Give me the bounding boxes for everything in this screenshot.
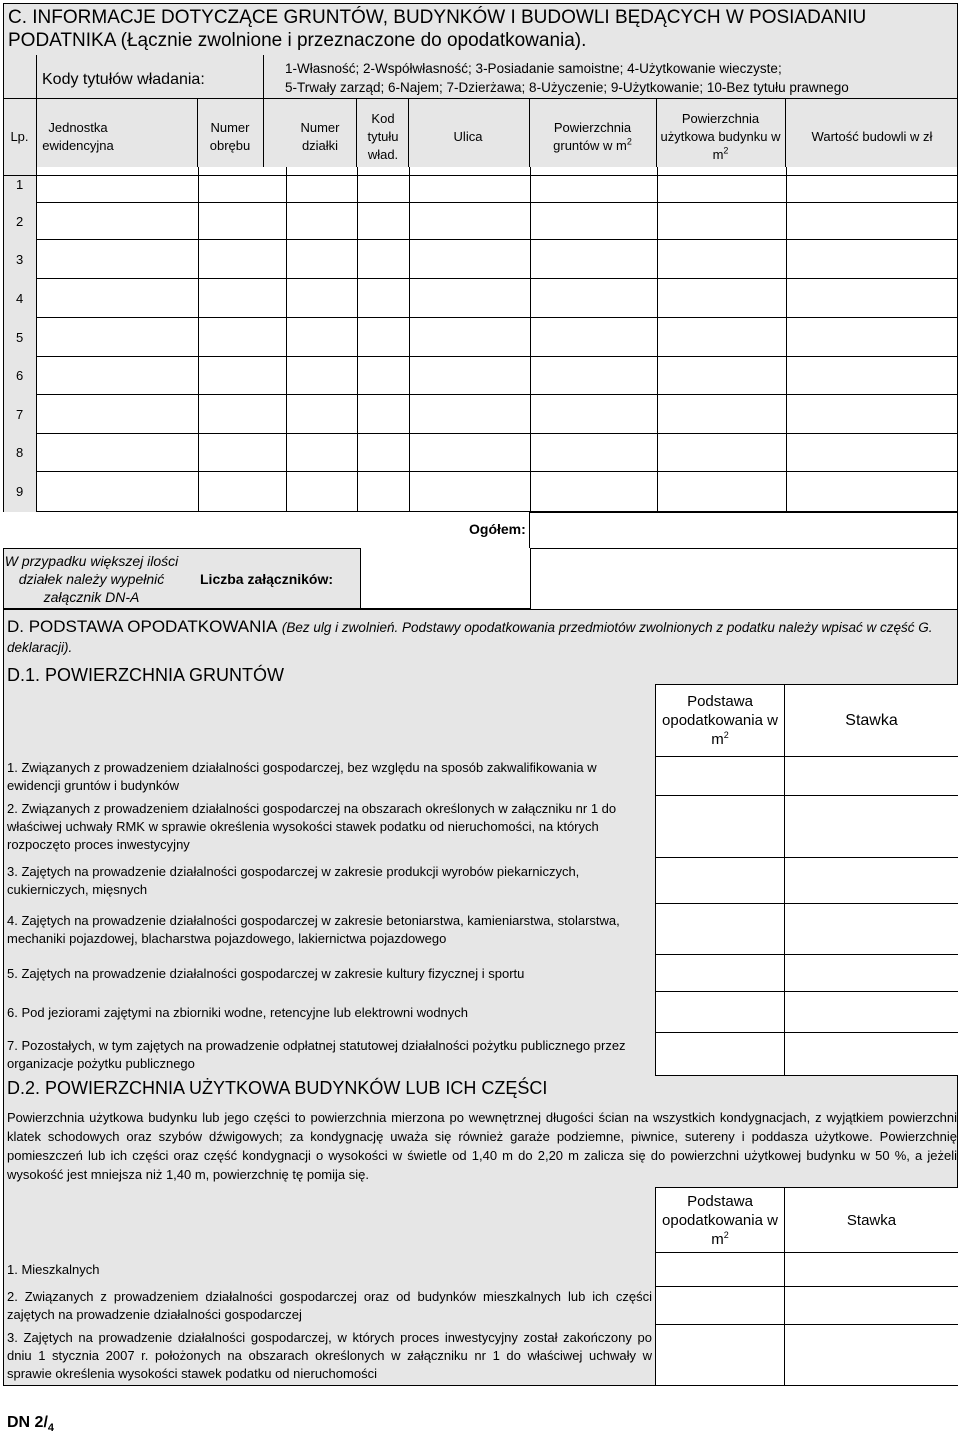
liczba-zalacznikow-label: Liczba załączników: [200, 571, 334, 587]
d2-podstawa-field[interactable] [655, 1325, 785, 1386]
cell-divider [198, 203, 199, 240]
section-d-note: (Bez ulg i zwolnień. Podstawy opodatkowania przedmiotów zwolnionych z podatku należy wpisać w część G. deklaracji). [7, 620, 933, 655]
d1-podstawa-field[interactable] [655, 904, 785, 955]
cell-divider [198, 240, 199, 279]
row-number: 1 [4, 167, 37, 203]
d2-col-podstawa-label: Podstawa opodatkowania w m [662, 1192, 778, 1248]
cell-divider [657, 395, 658, 434]
d1-stawka-field[interactable] [785, 1033, 958, 1076]
cell-divider [198, 472, 199, 512]
table-row [3, 240, 958, 279]
d1-col-stawka [785, 684, 958, 757]
cell-divider [286, 395, 287, 434]
cell-divider [409, 318, 410, 357]
cell-divider [286, 240, 287, 279]
cell-divider [530, 395, 531, 434]
cell-divider [786, 357, 787, 395]
col-pow-gruntow-label: Powierzchnia gruntów w m [553, 119, 632, 153]
d1-title: D.1. POWIERZCHNIA GRUNTÓW [7, 665, 285, 685]
unit-sup: 2 [626, 136, 632, 147]
cell-divider [409, 279, 410, 318]
cell-divider [530, 279, 531, 318]
table-row [3, 357, 958, 395]
row-number: 9 [4, 472, 37, 512]
d1-item-label: 6. Pod jeziorami zajętymi na zbiorniki wodne, retencyjne lub elektrowni wodnych [7, 1004, 469, 1020]
form-id [7, 1414, 54, 1434]
col-ulica [408, 98, 528, 175]
cell-divider [286, 203, 287, 240]
d1-stawka-field[interactable] [785, 992, 958, 1033]
cell-divider [530, 434, 531, 472]
d2-stawka-field[interactable] [785, 1287, 958, 1325]
cell-divider [657, 357, 658, 395]
row-number: 8 [4, 434, 37, 472]
table-row [3, 167, 958, 203]
col-wartosc [786, 98, 958, 175]
col-kod-label: Kod tytułu wład. [367, 110, 399, 162]
cell-divider [198, 167, 199, 203]
table-row [3, 203, 958, 240]
dn-a-note: W przypadku większej ilości działek należy wypełnić załącznik DN-A [4, 552, 179, 605]
d1-podstawa-field[interactable] [655, 858, 785, 904]
ogolem-label: Ogółem: [469, 521, 526, 537]
col-obreb [197, 98, 263, 175]
divider [356, 98, 357, 175]
section-c-title-main: C. INFORMACJE DOTYCZĄCE GRUNTÓW, BUDYNKÓW I BUDOWLI BĘDĄCYCH W POSIADANIU PODATNIKA [8, 7, 867, 51]
d2-description: Powierzchnia użytkowa budynku lub jego części to powierzchnia mierzona po wewnętrznej długości ścian na wszystkich kondygnacjach, z wyjątkiem powierzchni klatek schodowych oraz szybów dźwigowych; za kondygnację uważa się również garaże podziemne, piwnice, sutereny i poddasza użytkowe. Powierzchnię pomieszczeń lub ich części oraz część kondygnacji o wysokości w świetle od 1,40 m do 2,20 m zalicza się do powierzchni użytkowej budynku w 50 %, a jeżeli wysokość jest mniejsza niż 1,40 m, powierzchnię tę pomija się. [7, 1110, 957, 1182]
cell-divider [786, 240, 787, 279]
row-number: 6 [4, 357, 37, 395]
cell-divider [786, 434, 787, 472]
cell-divider [409, 240, 410, 279]
cell-divider [286, 318, 287, 357]
cell-divider [657, 434, 658, 472]
cell-divider [409, 357, 410, 395]
blank-field [530, 548, 958, 609]
d2-col-podstawa [655, 1187, 785, 1253]
col-dzialka-label: Numer działki [300, 119, 340, 153]
cell-divider [357, 240, 358, 279]
col-lp [3, 98, 36, 175]
d2-podstawa-field[interactable] [655, 1287, 785, 1325]
codes-label: Kody tytułów władania: [42, 71, 205, 88]
d1-item-label: 3. Zajętych na prowadzenie działalności gospodarczej w zakresie produkcji wyrobów piekarniczych, cukierniczych, mięsnych [7, 864, 580, 897]
d1-podstawa-field[interactable] [655, 796, 785, 858]
cell-divider [786, 203, 787, 240]
table-row [3, 395, 958, 434]
cell-divider [786, 167, 787, 203]
unit-sup: 2 [723, 1229, 729, 1240]
cell-divider [657, 279, 658, 318]
col-jednostka-label: Jednostka ewidencyjna [42, 119, 114, 153]
cell-divider [530, 472, 531, 512]
ogolem-value-field[interactable] [529, 512, 958, 549]
col-kod [358, 98, 408, 175]
cell-divider [657, 240, 658, 279]
table-row [3, 434, 958, 472]
cell-divider [409, 203, 410, 240]
row-number: 2 [4, 203, 37, 240]
cell-divider [198, 318, 199, 357]
cell-divider [786, 318, 787, 357]
d1-podstawa-field[interactable] [655, 757, 785, 796]
divider [3, 175, 958, 176]
cell-divider [657, 318, 658, 357]
cell-divider [409, 167, 410, 203]
table-row [3, 318, 958, 357]
cell-divider [530, 167, 531, 203]
d1-col-stawka-label: Stawka [845, 711, 898, 729]
cell-divider [786, 472, 787, 512]
liczba-zalacznikow-field[interactable] [360, 548, 530, 609]
d1-stawka-field[interactable] [785, 858, 958, 904]
form-page: 4 [47, 1422, 55, 1435]
cell-divider [198, 357, 199, 395]
section-c-title-note: (Łącznie zwolnione i przeznaczone do opodatkowania). [115, 30, 587, 51]
cell-divider [286, 167, 287, 203]
cell-divider [198, 434, 199, 472]
d1-podstawa-field[interactable] [655, 992, 785, 1033]
codes-line-1: 1-Własność; 2-Współwłasność; 3-Posiadanie samoistne; 4-Użytkowanie wieczyste; [285, 61, 782, 76]
d1-item-label: 4. Zajętych na prowadzenie działalności gospodarczej w zakresie betoniarstwa, kamieniarstwa, stolarstwa, mechaniki pojazdowej, blacharstwa pojazdowego, lakiernictwa pojazdowego [7, 912, 620, 946]
table-row [3, 279, 958, 318]
cell-divider [657, 167, 658, 203]
section-d-heading [7, 617, 952, 658]
d2-col-stawka [785, 1187, 958, 1253]
d2-item-label: 3. Zajętych na prowadzenie działalności gospodarczej, w których proces inwestycyjny został zakończony po dniu 1 stycznia 2007 r. położonych na obszarach określonych w załączniku nr 1 do właściwej uchwały w sprawie określenia wysokości stawek podatku od nieruchomości [7, 1329, 652, 1381]
d2-stawka-field[interactable] [785, 1325, 958, 1386]
col-ulica-label: Ulica [453, 128, 483, 144]
d2-item-label: 2. Związanych z prowadzeniem działalności gospodarczej oraz od budynków mieszkalnych lub ich części zajętych na prowadzenie działalności gospodarczej [7, 1289, 652, 1322]
divider [529, 98, 530, 175]
cell-divider [409, 434, 410, 472]
cell-divider [786, 395, 787, 434]
cell-divider [286, 279, 287, 318]
cell-divider [530, 240, 531, 279]
d1-stawka-field[interactable] [785, 955, 958, 992]
col-obreb-label: Numer obrębu [209, 119, 251, 153]
unit-sup: 2 [723, 730, 729, 740]
d1-item-label: 7. Pozostałych, w tym zajętych na prowadzenie odpłatnej statutowej działalności pożytku publicznego przez organizacje pożytku publicznego [7, 1037, 626, 1071]
cell-divider [409, 395, 410, 434]
cell-divider [198, 279, 199, 318]
cell-divider [357, 318, 358, 357]
cell-divider [357, 167, 358, 203]
d1-stawka-field[interactable] [785, 796, 958, 858]
d2-stawka-field[interactable] [785, 1253, 958, 1287]
d1-item-label: 1. Związanych z prowadzeniem działalności gospodarczej, bez względu na sposób zakwalifikowania w ewidencji gruntów i budynków [7, 759, 597, 793]
row-number: 4 [4, 279, 37, 318]
table-row [3, 472, 958, 512]
d2-title: D.2. POWIERZCHNIA UŻYTKOWA BUDYNKÓW LUB ICH CZĘŚCI [7, 1078, 548, 1098]
cell-divider [198, 395, 199, 434]
d1-stawka-field[interactable] [785, 757, 958, 796]
cell-divider [286, 472, 287, 512]
unit-sup: 2 [723, 145, 729, 156]
d1-col-podstawa-label: Podstawa opodatkowania w m [662, 693, 778, 748]
codes-line-2: 5-Trwały zarząd; 6-Najem; 7-Dzierżawa; 8-Użyczenie; 9-Użytkowanie; 10-Bez tytułu prawnego [285, 80, 849, 95]
row-number: 5 [4, 318, 37, 357]
section-c-title [8, 6, 956, 52]
cell-divider [357, 203, 358, 240]
col-dzialka [285, 98, 355, 175]
form-id-text: DN 2/ [7, 1414, 48, 1431]
cell-divider [286, 357, 287, 395]
cell-divider [409, 472, 410, 512]
col-pow-gruntow [535, 98, 650, 175]
row-number: 7 [4, 395, 37, 434]
d2-col-stawka-label: Stawka [846, 1211, 897, 1229]
row-number: 3 [4, 240, 37, 279]
cell-divider [657, 472, 658, 512]
d1-podstawa-field[interactable] [655, 1033, 785, 1076]
cell-divider [530, 357, 531, 395]
cell-divider [357, 472, 358, 512]
cell-divider [530, 318, 531, 357]
d2-item-label: 1. Mieszkalnych [7, 1262, 100, 1277]
col-lp-label: Lp. [10, 128, 29, 144]
d1-podstawa-field[interactable] [655, 955, 785, 992]
col-jednostka [36, 98, 120, 175]
divider [656, 98, 657, 175]
d1-item-label: 2. Związanych z prowadzeniem działalności gospodarczej na obszarach określonych w załączniku nr 1 do właściwej uchwały RMK w sprawie określenia wysokości stawek podatku od nieruchomości, na których rozpoczęto proces inwestycyjny [7, 801, 617, 852]
col-pow-uzytkowa [658, 98, 783, 175]
col-pow-uzytkowa-label: Powierzchnia użytkowa budynku w m [660, 110, 781, 162]
cell-divider [357, 395, 358, 434]
d1-col-podstawa [655, 684, 785, 757]
cell-divider [357, 357, 358, 395]
section-d-title: D. PODSTAWA OPODATKOWANIA [7, 617, 278, 636]
cell-divider [786, 279, 787, 318]
cell-divider [357, 279, 358, 318]
cell-divider [657, 203, 658, 240]
d1-stawka-field[interactable] [785, 904, 958, 955]
cell-divider [357, 434, 358, 472]
cell-divider [530, 203, 531, 240]
cell-divider [286, 434, 287, 472]
col-wartosc-label: Wartość budowli w zł [811, 128, 933, 144]
divider [263, 55, 264, 175]
d1-item-label: 5. Zajętych na prowadzenie działalności gospodarczej w zakresie kultury fizycznej i sportu [7, 965, 525, 981]
d2-podstawa-field[interactable] [655, 1253, 785, 1287]
